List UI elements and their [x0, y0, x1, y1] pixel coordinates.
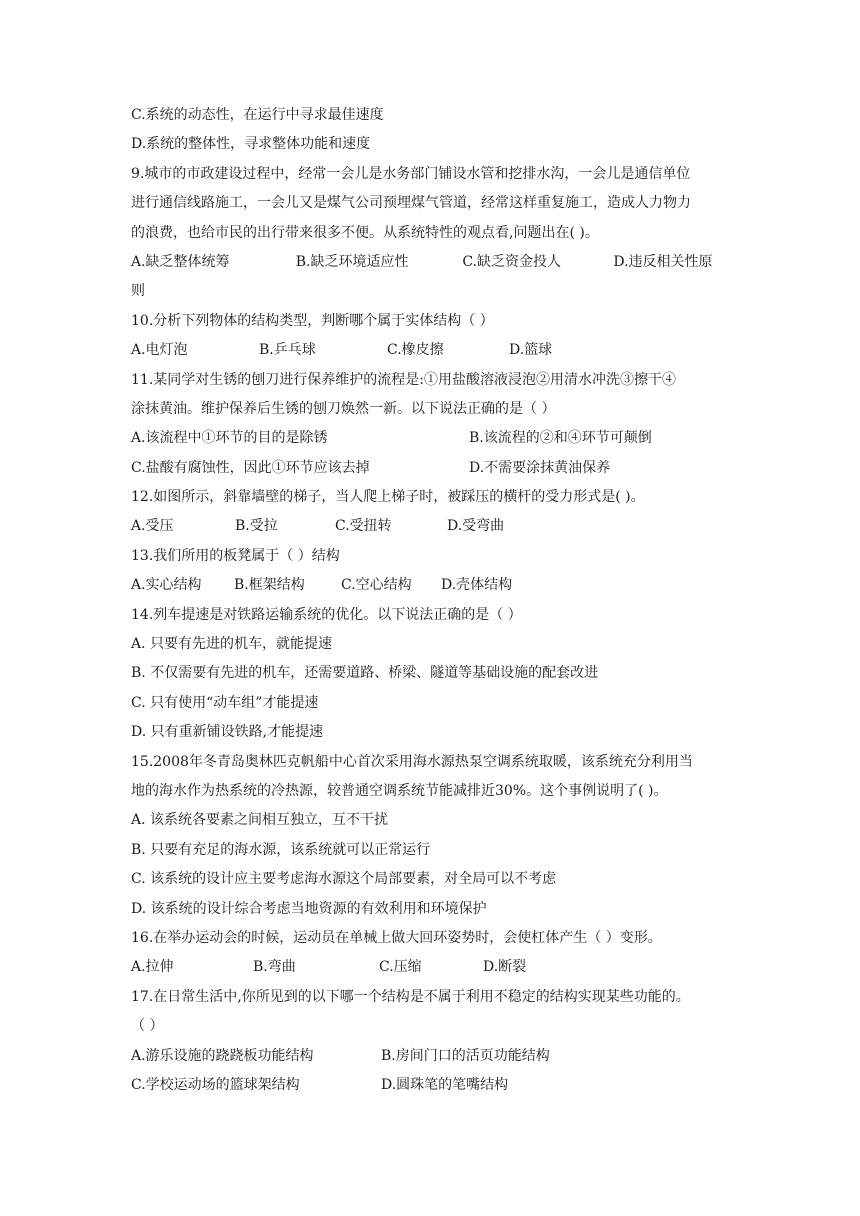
answer-option: A.该流程中①环节的目的是除锈	[131, 430, 328, 447]
answer-option: C.橡皮擦	[387, 342, 444, 359]
answer-option: B.房间门口的活页功能结构	[381, 1047, 550, 1064]
text-line: （ ）	[131, 1018, 164, 1035]
option-row	[131, 571, 731, 600]
answer-option: D.篮球	[509, 342, 553, 359]
answer-option: D.不需要涂抹黄油保养	[469, 459, 611, 476]
text-line: C. 该系统的设计应主要考虑海水源这个局部要素，对全局可以不考虑	[131, 871, 557, 888]
text-line: A. 该系统各要素之间相互独立，互不干扰	[131, 812, 389, 829]
text-line: 则	[131, 283, 145, 300]
answer-option: C.学校运动场的篮球架结构	[131, 1076, 300, 1093]
answer-option: A.缺乏整体统筹	[131, 253, 230, 270]
text-line: D. 只有重新铺设铁路,才能提速	[131, 724, 324, 741]
answer-option: D.违反相关性原	[613, 253, 713, 270]
text-line: 涂抹黄油。维护保养后生锈的刨刀焕然一新。以下说法正确的是（ ）	[131, 400, 556, 417]
text-line: 14.列车提速是对铁路运输系统的优化。以下说法正确的是（ ）	[131, 606, 522, 623]
answer-option: C.压缩	[379, 959, 422, 976]
answer-option: A.游乐设施的跷跷板功能结构	[131, 1047, 314, 1064]
answer-option: C.缺乏资金投人	[462, 253, 562, 270]
answer-option: B.缺乏环境适应性	[295, 253, 409, 270]
answer-option: C.受扭转	[335, 518, 392, 535]
text-line: 12.如图所示，斜靠墙壁的梯子，当人爬上梯子时，被踩压的横杆的受力形式是( )。	[131, 489, 645, 506]
text-line: 进行通信线路施工，一会儿又是煤气公司预埋煤气管道，经常这样重复施工，造成人力物力	[131, 195, 691, 212]
answer-option: C.盐酸有腐蚀性，因此①环节应该去掉	[131, 459, 370, 476]
text-line: 17.在日常生活中,你所见到的以下哪一个结构是不属于利用不稳定的结构实现某些功能的。	[131, 988, 690, 1005]
option-row	[131, 953, 731, 982]
text-line: D.系统的整体性，寻求整体功能和速度	[131, 136, 371, 153]
option-row	[131, 424, 731, 453]
option-row	[131, 512, 731, 541]
answer-option: D.圆珠笔的笔嘴结构	[381, 1076, 509, 1093]
option-row	[131, 248, 731, 277]
text-line: C. 只有使用“动车组”才能提速	[131, 694, 319, 711]
text-line: B. 不仅需要有先进的机车，还需要道路、桥梁、隧道等基础设施的配套改进	[131, 665, 599, 682]
text-line: 16.在举办运动会的时候，运动员在单械上做大回环姿势时，会使杠体产生（ ）变形。	[131, 929, 662, 946]
answer-option: A.电灯泡	[131, 342, 188, 359]
answer-option: A.拉伸	[131, 959, 174, 976]
text-line: D. 该系统的设计综合考虑当地资源的有效利用和环境保护	[131, 900, 487, 917]
question-list	[131, 101, 731, 1100]
text-line: 地的海水作为热系统的冷热源，较普通空调系统节能减排近30%。这个事例说明了( )。	[131, 782, 668, 799]
answer-option: B.受拉	[235, 518, 278, 535]
answer-option: B.该流程的②和④环节可颠倒	[469, 430, 652, 447]
answer-option: B.乒乓球	[259, 342, 316, 359]
text-line: 13.我们所用的板凳属于（ ）结构	[131, 547, 340, 564]
answer-option: D.受弯曲	[447, 518, 505, 535]
text-line: 的浪费，也给市民的出行带来很多不便。从系统特性的观点看,问题出在( )。	[131, 224, 599, 241]
answer-option: C.空心结构	[341, 577, 412, 594]
option-row	[131, 1071, 731, 1100]
text-line: B. 只要有充足的海水源，该系统就可以正常运行	[131, 841, 431, 858]
option-row	[131, 454, 731, 483]
text-line: 11.某同学对生锈的刨刀进行保养维护的流程是:①用盐酸溶液浸泡②用清水冲洗③擦干④	[131, 371, 676, 388]
text-line: 9.城市的市政建设过程中，经常一会儿是水务部门铺设水管和挖排水沟，一会儿是通信单位	[131, 165, 691, 182]
text-line: C.系统的动态性，在运行中寻求最佳速度	[131, 107, 384, 123]
option-row	[131, 336, 731, 365]
answer-option: B.框架结构	[234, 577, 305, 594]
text-line: A. 只要有先进的机车，就能提速	[131, 636, 333, 653]
text-line: 15.2008年冬青岛奥林匹克帆船中心首次采用海水源热泵空调系统取暖，该系统充分利用当	[131, 753, 693, 770]
option-row	[131, 1042, 731, 1071]
answer-option: D.断裂	[483, 959, 527, 976]
answer-option: D.壳体结构	[441, 577, 513, 594]
answer-option: A.实心结构	[131, 577, 202, 594]
answer-option: A.受压	[131, 518, 174, 535]
text-line: 10.分析下列物体的结构类型，判断哪个属于实体结构（ ）	[131, 312, 494, 329]
answer-option: B.弯曲	[253, 959, 296, 976]
